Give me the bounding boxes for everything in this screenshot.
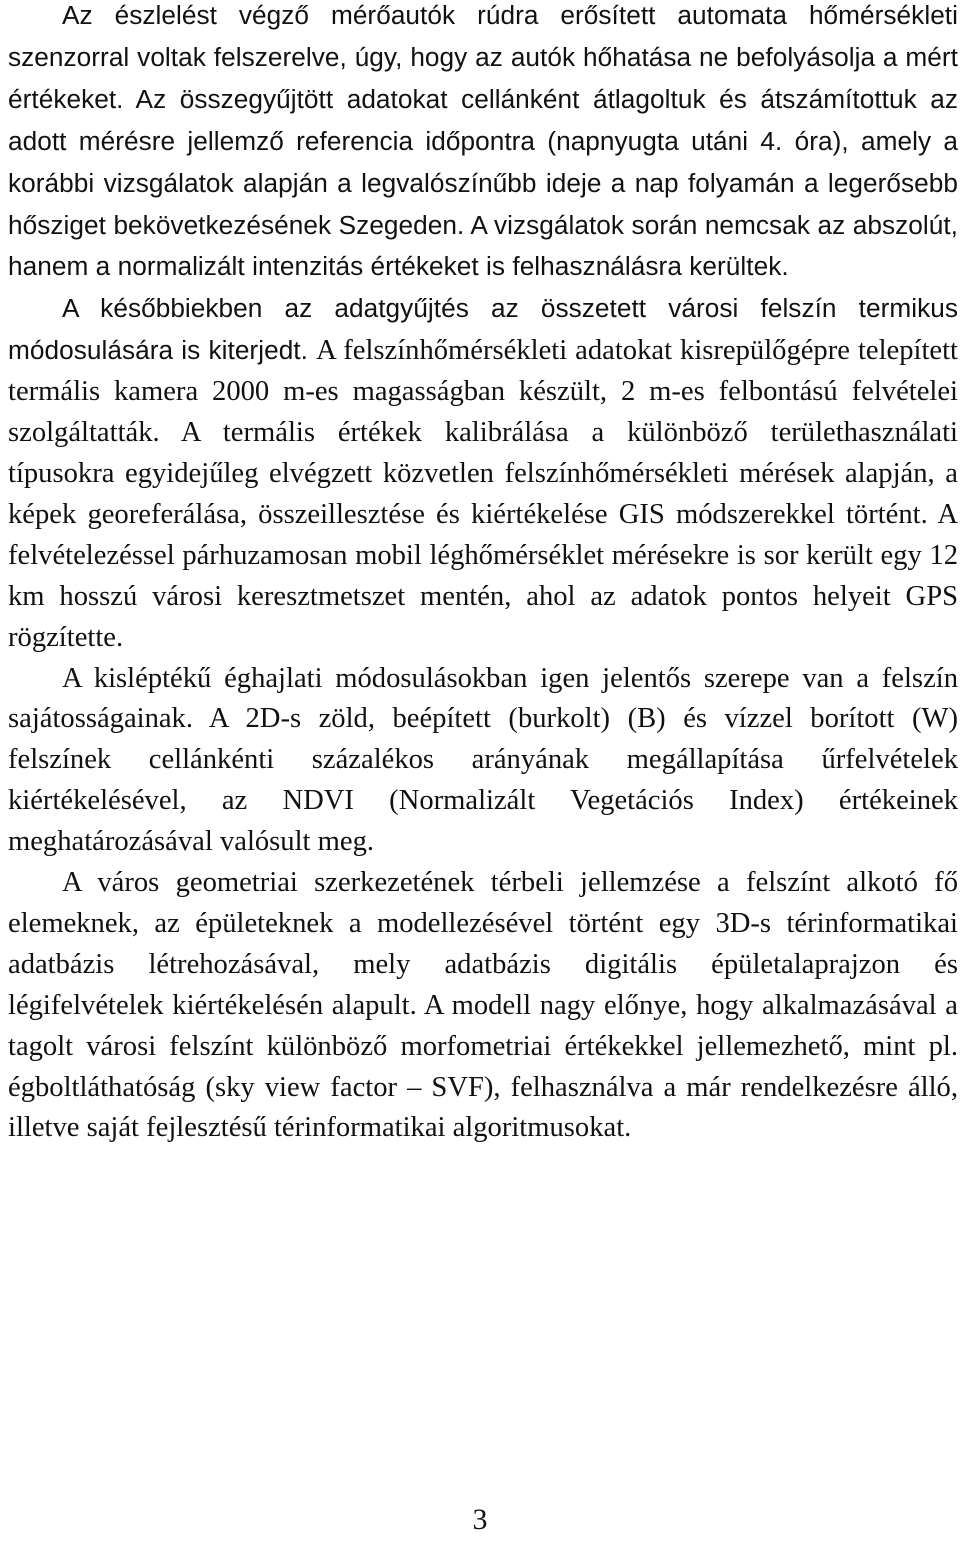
paragraph-text: A város geometriai szerkezetének térbeli jellemzése a felszínt alkotó fő elemeknek, az épületeknek a modellezésével történt egy 3D-s térinformatikai adatbázis létrehozásával, mely adatbázis digitális épületalaprajzon és légifelvételek kiértékelésén alapult. A modell nagy előnye, hogy alkalmazásával a tagolt városi felszínt különböző morfometriai értékekkel jellemezhető, mint pl. égboltláthatóság (sky view factor – SVF), felhasználva a már rendelkezésre álló, illetve saját fejlesztésű térinformatikai algoritmusokat.	[8, 867, 958, 1144]
page-number: 3	[472, 1503, 488, 1536]
paragraph-1	[8, 0, 958, 288]
paragraph-text: Az észlelést végző mérőautók rúdra erősített automata hőmérsékleti szenzorral voltak felszerelve, úgy, hogy az autók hőhatása ne befolyásolja a mért értékeket. Az összegyűjtött adatokat cellánként átlagoltuk és átszámítottuk az adott mérésre jellemző referencia időpontra (napnyugta utáni 4. óra), amely a korábbi vizsgálatok alapján a legvalószínűbb ideje a nap folyamán a legerősebb hősziget bekövetkezésének Szegeden. A vizsgálatok során nemcsak az abszolút, hanem a normalizált intenzitás értékeket is felhasználásra kerültek.	[8, 0, 958, 282]
paragraph-text-serif: A felszínhőmérsékleti adatokat kisrepülőgépre telepített termális kamera 2000 m-es magasságban készült, 2 m-es felbontású felvételei szolgáltatták. A termális értékek kalibrálása a különböző területhasználati típusokra egyidejűleg elvégzett közvetlen felszínhőmérsékleti mérések alapján, a képek georeferálása, összeillesztése és kiértékelése GIS módszerekkel történt. A felvételezéssel párhuzamosan mobil léghőmérséklet mérésekre is sor került egy 12 km hosszú városi keresztmetszet mentén, ahol az adatok pontos helyeit GPS rögzítette.	[8, 335, 958, 653]
paragraph-4	[8, 863, 958, 1149]
document-page	[8, 0, 958, 1149]
paragraph-2	[8, 288, 958, 658]
paragraph-text-sans: A későbbiekben az adatgyűjtés az összetett városi felszín termikus módosulására is kiterjedt.	[8, 293, 958, 366]
paragraph-3	[8, 659, 958, 864]
paragraph-text: A kisléptékű éghajlati módosulásokban igen jelentős szerepe van a felszín sajátosságainak. A 2D-s zöld, beépített (burkolt) (B) és vízzel borított (W) felszínek cellánkénti százalékos arányának megállapítása űrfelvételek kiértékelésével, az NDVI (Normalizált Vegetációs Index) értékeinek meghatározásával valósult meg.	[8, 662, 958, 858]
